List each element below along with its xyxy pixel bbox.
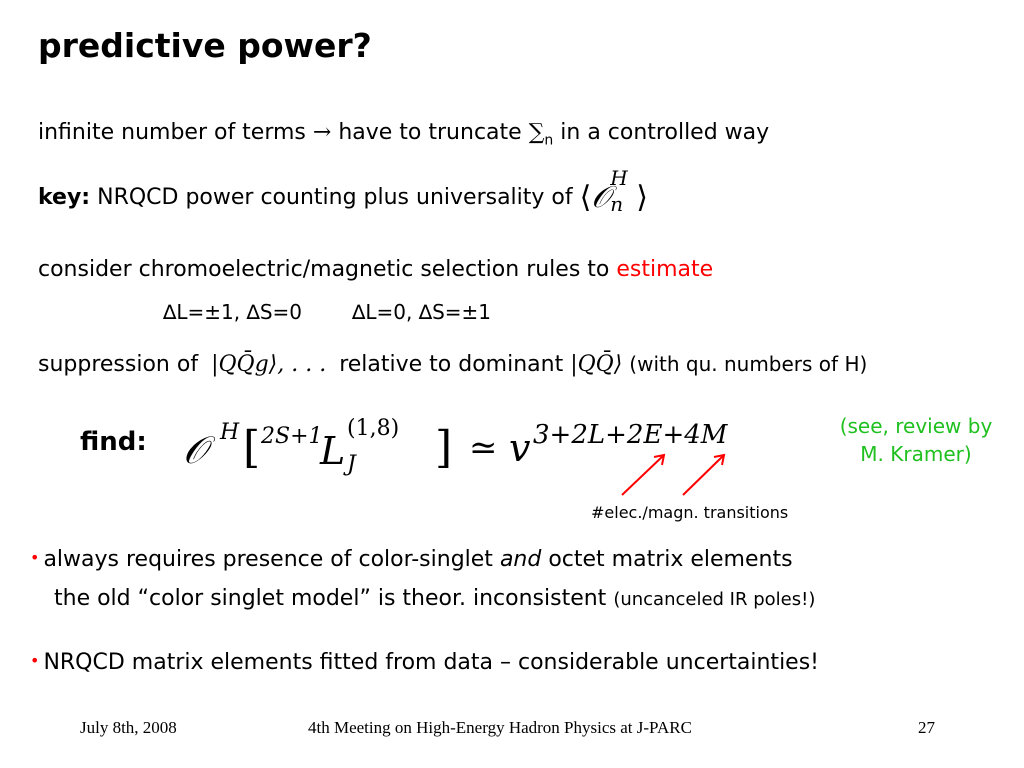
bullet1-text-a: always requires presence of color-singlet	[43, 547, 493, 572]
formula-L-sub: J	[347, 452, 356, 477]
angle-close: ⟩	[636, 180, 648, 215]
selection-rule-electric: ∆L=±1, ∆S=0	[163, 300, 303, 324]
arrow-magnetic	[683, 455, 724, 495]
footer-meeting: 4th Meeting on High-Energy Hadron Physics at J-PARC	[308, 718, 692, 737]
formula-exponent: 3+2L+2E+4M	[533, 420, 728, 450]
operator-sub: n	[610, 192, 624, 216]
review-line-2: M. Kramer)	[860, 442, 972, 466]
review-line-1: (see, review by	[839, 414, 993, 438]
arrow-icon: →	[312, 120, 332, 145]
bullet1-and: and	[499, 547, 542, 572]
suppression-text-b: relative to dominant	[339, 352, 564, 377]
angle-open: ⟨	[579, 180, 592, 215]
sum-subscript: n	[544, 132, 554, 149]
formula-pre-sup: 2S+1	[261, 424, 323, 449]
bullet1-paren: (uncanceled IR poles!)	[613, 589, 816, 610]
key-text: NRQCD power counting plus universality of	[97, 185, 573, 210]
bullet-icon: •	[30, 548, 40, 567]
estimate-word: estimate	[616, 257, 714, 282]
state-qq: |QQ̄⟩	[570, 352, 623, 377]
footer-page-number: 27	[918, 718, 935, 737]
key-label: key:	[38, 185, 91, 210]
bullet-uncertainties	[30, 650, 819, 675]
bullet-color-singlet-line	[54, 586, 815, 611]
state-qqg: |QQ̄g⟩, . . .	[211, 352, 327, 377]
sum-symbol: ∑	[528, 120, 545, 145]
quantum-numbers-note: (with qu. numbers of H)	[629, 352, 868, 376]
arrow-electric	[622, 455, 664, 495]
footer-date: July 8th, 2008	[80, 718, 177, 737]
formula-sup-h: H	[220, 420, 240, 445]
truncation-text-c: in a controlled way	[560, 120, 770, 145]
slide-title: predictive power?	[38, 26, 372, 65]
formula-approx: ≃	[469, 428, 498, 468]
formula-v: v	[509, 426, 531, 470]
truncation-text-a: infinite number of terms	[38, 120, 306, 145]
formula-operator: 𝒪	[183, 428, 207, 472]
bullet1-text-b: octet matrix elements	[548, 547, 793, 572]
operator-sup: H	[610, 166, 628, 190]
bullet2-text: NRQCD matrix elements fitted from data – considerable uncertainties!	[43, 650, 819, 675]
formula-L-sup: (1,8)	[347, 416, 400, 441]
bullet-icon: •	[30, 651, 40, 670]
formula-bracket-open: [	[243, 422, 261, 473]
bullet-color-octet	[30, 547, 793, 572]
formula-L: L	[320, 429, 346, 473]
find-label: find:	[80, 427, 147, 457]
selection-rule-magnetic: ∆L=0, ∆S=±1	[352, 300, 492, 324]
selection-text: consider chromoelectric/magnetic selection rules to	[38, 257, 610, 282]
suppression-text-a: suppression of	[38, 352, 199, 377]
truncation-text-b: have to truncate	[338, 120, 522, 145]
bullet1-line2: the old “color singlet model” is theor. inconsistent	[54, 586, 607, 611]
operator-symbol: 𝒪	[591, 180, 611, 215]
formula-bracket-close: ]	[435, 422, 453, 473]
transitions-annotation: #elec./magn. transitions	[591, 503, 789, 522]
